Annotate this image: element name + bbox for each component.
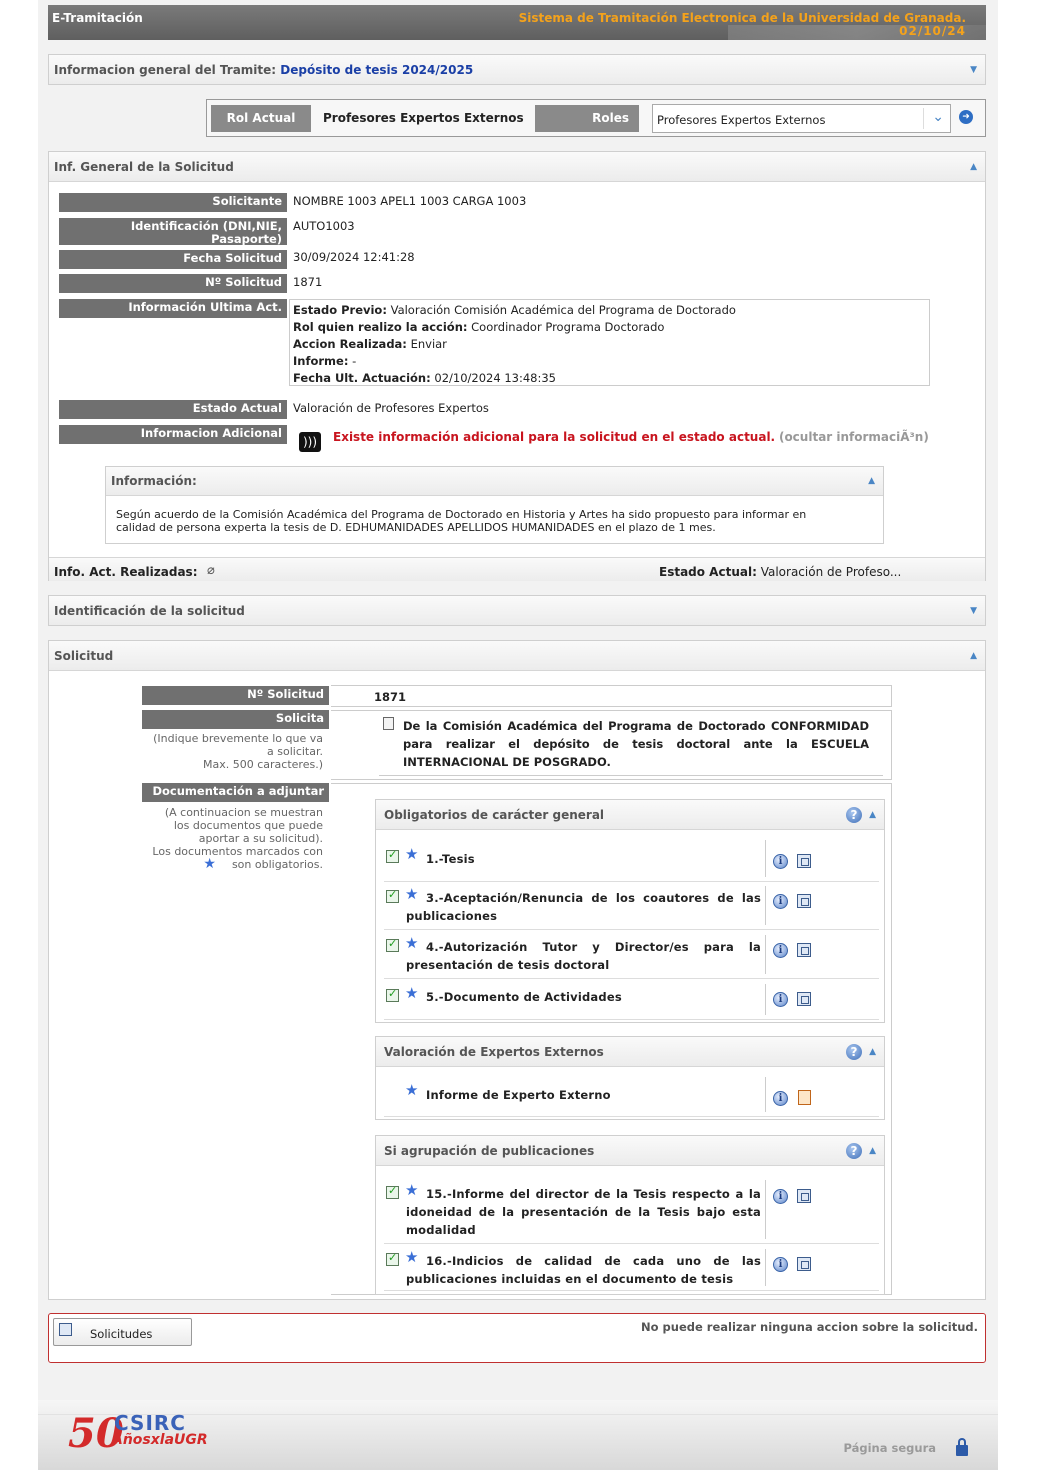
rol-accion-row (293, 319, 926, 336)
doc-hint-line2: los documentos que puede (173, 819, 323, 832)
info-adicional-label: Informacion Adicional (59, 425, 287, 444)
view-document-icon[interactable] (797, 894, 811, 908)
ocultar-informacion-link[interactable]: (ocultar informaciÃ³n) (778, 430, 929, 444)
doc-name-line2: presentación de tesis doctoral (406, 958, 610, 972)
go-arrow-icon[interactable]: ➜ (959, 110, 973, 124)
info-icon[interactable]: i (773, 943, 788, 958)
info-act-estado (659, 565, 901, 579)
chevron-up-icon[interactable]: ▲ (869, 1146, 876, 1156)
upload-check-icon[interactable] (386, 890, 399, 903)
star-icon: ★ (405, 1248, 419, 1266)
inf-general-header[interactable] (49, 152, 985, 182)
solicita-box (331, 710, 892, 780)
rol-accion-label: Rol quien realizo la acción: (293, 320, 468, 334)
solicita-hint-line1: (Indique brevemente lo que va (153, 732, 323, 745)
view-document-icon[interactable] (797, 1257, 811, 1271)
star-icon: ★ (203, 856, 216, 872)
star-icon: ★ (405, 984, 419, 1002)
solicitud-title: Solicitud (54, 649, 114, 663)
informacion-title: Información: (111, 474, 197, 488)
informacion-text (106, 496, 883, 534)
solicitud-panel (48, 640, 986, 1300)
identificacion-label (59, 218, 287, 245)
tramite-panel-header[interactable] (49, 55, 985, 84)
doc-separator (765, 935, 766, 974)
doc-label: Documentación a adjuntar (142, 783, 329, 802)
chevron-up-icon[interactable]: ▲ (869, 810, 876, 820)
tramite-label: Informacion general del Tramite: (54, 63, 277, 77)
fecha-solicitud-value: 30/09/2024 12:41:28 (293, 250, 415, 264)
fecha-ult-row (293, 370, 926, 387)
solicita-text (403, 717, 869, 771)
informacion-text-line2: calidad de persona experta la tesis de D. EDHUMANIDADES APELLIDOS HUMANIDADES en el plazo de 1 mes. (116, 521, 716, 534)
doc-name-line2: idoneidad de la presentación de la Tesis bajo esta (406, 1205, 761, 1219)
chevron-up-icon[interactable]: ▲ (868, 476, 875, 486)
roles-bar (206, 99, 986, 137)
view-document-icon[interactable] (797, 943, 811, 957)
estado-actual-label: Estado Actual (59, 400, 287, 419)
doc-name (405, 1181, 761, 1239)
info-icon[interactable]: i (773, 992, 788, 1007)
upload-check-icon[interactable] (386, 989, 399, 1002)
secure-page-label: Página segura (843, 1441, 936, 1455)
info-icon[interactable]: i (773, 854, 788, 869)
doc-name-line1: 15.-Informe del director de la Tesis respecto a la (426, 1187, 761, 1201)
ultima-act-box (289, 299, 930, 386)
doc-separator (765, 1180, 766, 1239)
identificacion-title: Identificación de la solicitud (54, 604, 245, 618)
solicitud-header[interactable] (49, 641, 985, 671)
doc-row-aceptacion (384, 882, 879, 930)
num-solicitud-label: Nº Solicitud (59, 274, 287, 293)
info-icon[interactable]: i (773, 1189, 788, 1204)
doc-hint-line5 (142, 858, 323, 871)
solicita-divider (379, 775, 883, 776)
num-solicitud-value: 1871 (293, 275, 323, 289)
doc-group-expertos-header[interactable] (376, 1037, 884, 1067)
help-icon[interactable]: ? (846, 807, 862, 823)
doc-name-line2: publicaciones (406, 909, 498, 923)
lock-icon (956, 1438, 968, 1456)
doc-hint-line1: (A continuacion se muestran (164, 806, 323, 819)
doc-name-line3: modalidad (406, 1223, 476, 1237)
chevron-down-icon[interactable]: ▼ (970, 65, 977, 75)
doc-row-tesis (384, 836, 879, 882)
rss-icon[interactable]: ))) (299, 432, 321, 452)
solicita-hint (142, 732, 323, 771)
info-act-label: Info. Act. Realizadas: (54, 565, 198, 579)
solicita-line1: De la Comisión Académica del Programa de Doctorado CONFORMIDAD (403, 719, 869, 733)
estado-previo-row (293, 302, 926, 319)
paperclip-icon[interactable]: ⌀ (207, 563, 215, 578)
roles-select-value: Profesores Expertos Externos (657, 113, 826, 127)
estado-actual-value: Valoración de Profesores Expertos (293, 401, 489, 415)
doc-name-line1: 16.-Indicios de calidad de cada uno de las (426, 1254, 761, 1268)
view-document-icon[interactable] (797, 854, 811, 868)
doc-group-general (375, 799, 885, 1023)
help-icon[interactable]: ? (846, 1143, 862, 1159)
chevron-up-icon[interactable]: ▲ (869, 1047, 876, 1057)
doc-separator (765, 1249, 766, 1286)
system-name: Sistema de Tramitación Electronica de la Universidad de Granada. (518, 11, 966, 25)
doc-hint-line5-text: son obligatorios. (231, 858, 323, 871)
page (38, 0, 998, 1470)
doc-name-line2: publicaciones incluidas en el documento de tesis (406, 1272, 734, 1286)
solicita-hint-line2: a solicitar. (267, 745, 323, 758)
doc-hint-line3: aportar a su solicitud). (198, 832, 323, 845)
doc-group-expertos (375, 1036, 885, 1120)
app-title: E-Tramitación (52, 11, 143, 25)
informe-label: Informe: (293, 354, 349, 368)
chevron-up-icon[interactable]: ▲ (970, 651, 977, 661)
roles-select[interactable] (652, 104, 951, 133)
accion-value: Enviar (410, 337, 447, 351)
star-icon: ★ (405, 1081, 419, 1099)
identificacion-header[interactable] (49, 596, 985, 625)
tramite-value: Depósito de tesis 2024/2025 (280, 63, 474, 77)
csirc-logo (68, 1412, 218, 1462)
solicitudes-button[interactable] (53, 1318, 192, 1346)
doc-group-publicaciones-header[interactable] (376, 1136, 884, 1166)
upload-check-icon[interactable] (386, 1186, 399, 1199)
identificacion-label-line2: Pasaporte) (211, 232, 282, 246)
fecha-solicitud-label: Fecha Solicitud (59, 250, 287, 269)
doc-hint-line4: Los documentos marcados con (152, 845, 323, 858)
solicita-hint-line3: Max. 500 caracteres.) (203, 758, 323, 771)
info-icon[interactable]: i (773, 1257, 788, 1272)
doc-name: 1.-Tesis (426, 852, 475, 866)
fecha-ult-label: Fecha Ult. Actuación: (293, 371, 431, 385)
rol-accion-value: Coordinador Programa Doctorado (471, 320, 665, 334)
document-icon (383, 717, 394, 730)
app-header (48, 5, 986, 40)
doc-hint (142, 806, 323, 871)
logo-text: CSIRC (114, 1411, 186, 1435)
chevron-up-icon[interactable]: ▲ (970, 162, 977, 172)
logo-sub: AñosxlaUGR (112, 1432, 208, 1448)
sol-num-box (331, 685, 892, 707)
star-icon: ★ (405, 934, 419, 952)
estado-previo-value: Valoración Comisión Académica del Programa de Doctorado (390, 303, 736, 317)
no-action-message: No puede realizar ninguna accion sobre la solicitud. (641, 1320, 978, 1334)
rol-actual-value: Profesores Expertos Externos (323, 111, 524, 125)
tramite-panel[interactable] (48, 54, 986, 85)
info-icon[interactable]: i (773, 894, 788, 909)
info-adicional-text: Existe información adicional para la solicitud en el estado actual. (333, 430, 776, 444)
upload-check-icon[interactable] (386, 1253, 399, 1266)
logo-number: 50 (68, 1410, 124, 1457)
upload-check-icon[interactable] (386, 850, 399, 863)
doc-row-actividades (384, 980, 879, 1020)
star-icon: ★ (405, 885, 419, 903)
informe-row (293, 353, 926, 370)
star-icon: ★ (405, 845, 419, 863)
info-act-row (49, 557, 985, 581)
informe-value: - (352, 354, 357, 368)
info-act-estado-label: Estado Actual: (659, 565, 757, 579)
chevron-down-icon[interactable]: ⌄ (932, 109, 944, 125)
fecha-ult-value: 02/10/2024 13:48:35 (434, 371, 556, 385)
list-icon (59, 1323, 72, 1336)
upload-document-icon[interactable] (798, 1090, 811, 1105)
accion-row (293, 336, 926, 353)
doc-name-line1: 4.-Autorización Tutor y Director/es para la (426, 940, 761, 954)
roles-label: Roles (535, 105, 639, 132)
informacion-header[interactable] (106, 467, 883, 496)
doc-name-line1: 3.-Aceptación/Renuncia de los coautores de las (426, 891, 761, 905)
estado-previo-label: Estado Previo: (293, 303, 387, 317)
inf-general-title: Inf. General de la Solicitud (54, 160, 234, 174)
doc-name (405, 934, 761, 974)
star-icon: ★ (405, 1181, 419, 1199)
doc-name: 5.-Documento de Actividades (426, 990, 622, 1004)
info-act-estado-value: Valoración de Profeso... (760, 565, 902, 579)
rol-actual-label: Rol Actual (211, 105, 311, 132)
informacion-text-line1: Según acuerdo de la Comisión Académica del Programa de Doctorado en Historia y Artes ha sido propuesto para informar en (116, 508, 807, 521)
identificacion-panel[interactable] (48, 595, 986, 626)
doc-group-general-title: Obligatorios de carácter general (384, 808, 605, 822)
sol-num-label: Nº Solicitud (142, 686, 329, 705)
doc-group-publicaciones (375, 1135, 885, 1295)
doc-group-general-header[interactable] (376, 800, 884, 830)
solicitante-value: NOMBRE 1003 APEL1 1003 CARGA 1003 (293, 194, 527, 208)
doc-row-autorizacion (384, 931, 879, 979)
doc-separator (765, 1077, 766, 1112)
doc-separator (765, 886, 766, 925)
sol-num-value: 1871 (374, 690, 407, 704)
doc-separator (765, 984, 766, 1015)
view-document-icon[interactable] (797, 1189, 811, 1203)
doc-group-publicaciones-title: Si agrupación de publicaciones (384, 1144, 595, 1158)
info-icon[interactable]: i (773, 1091, 788, 1106)
action-bar (48, 1313, 986, 1363)
chevron-down-icon[interactable]: ▼ (970, 606, 977, 616)
identificacion-label-line1: Identificación (DNI,NIE, (130, 219, 282, 233)
doc-row-indicios (384, 1245, 879, 1291)
ultima-act-label: Información Ultima Act. (59, 299, 287, 318)
upload-check-icon[interactable] (386, 939, 399, 952)
solicitudes-button-label: Solicitudes (90, 1327, 153, 1341)
solicitante-label: Solicitante (59, 193, 287, 212)
doc-name (405, 1248, 761, 1288)
doc-group-expertos-title: Valoración de Expertos Externos (384, 1045, 604, 1059)
solicita-line3: INTERNACIONAL DE POSGRADO. (403, 755, 611, 769)
solicita-label: Solicita (142, 710, 329, 729)
help-icon[interactable]: ? (846, 1044, 862, 1060)
view-document-icon[interactable] (797, 992, 811, 1006)
doc-name (405, 885, 761, 925)
accion-label: Accion Realizada: (293, 337, 407, 351)
doc-separator (765, 840, 766, 877)
solicita-line2: para realizar el depósito de tesis doctoral ante la ESCUELA (403, 737, 869, 751)
doc-name: Informe de Experto Externo (426, 1088, 611, 1102)
inf-general-panel (48, 151, 986, 581)
info-adicional-row (333, 430, 929, 444)
doc-row-informe-director (384, 1176, 879, 1244)
informacion-box (105, 466, 884, 544)
identificacion-value: AUTO1003 (293, 219, 355, 233)
header-date: 02/10/24 (899, 24, 966, 38)
doc-row-informe-experto (384, 1073, 879, 1117)
page-footer (38, 1400, 998, 1470)
select-divider (923, 108, 924, 129)
